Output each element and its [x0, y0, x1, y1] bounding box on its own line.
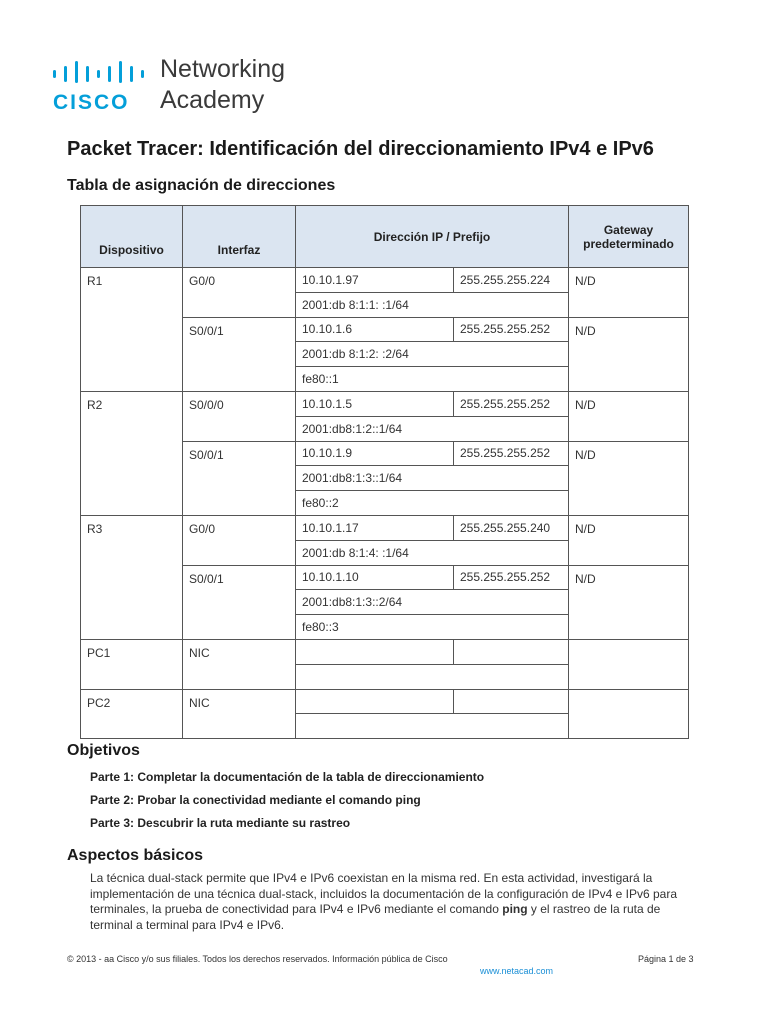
cell-link-local-address: fe80::1 [296, 367, 569, 392]
cell-subnet-mask [454, 689, 569, 714]
cell-ipv4-address: 10.10.1.10 [296, 565, 454, 590]
cell-ipv4-address: 10.10.1.17 [296, 515, 454, 540]
cell-gateway: N/D [569, 391, 689, 441]
cell-ipv6-address: 2001:db 8:1:2: :2/64 [296, 342, 569, 367]
footer-copyright: © 2013 - aa Cisco y/o sus filiales. Todos los derechos reservados. Información pública de Cisco [67, 954, 448, 964]
cell-subnet-mask: 255.255.255.240 [454, 515, 569, 540]
footer-link[interactable]: www.netacad.com [480, 966, 554, 976]
background-text-bold: ping [502, 902, 528, 916]
cell-subnet-mask: 255.255.255.252 [454, 441, 569, 466]
cell-gateway: N/D [569, 441, 689, 515]
cell-device: R3 [81, 515, 183, 639]
table-row [81, 639, 689, 664]
objectives-heading: Objetivos [67, 742, 140, 759]
cell-ipv6-address: 2001:db8:1:3::1/64 [296, 466, 569, 491]
objective-item: Parte 1: Completar la documentación de la tabla de direccionamiento [90, 770, 485, 784]
cell-device: PC1 [81, 639, 183, 689]
cell-interface: S0/0/1 [183, 565, 296, 639]
objective-item: Parte 3: Descubrir la ruta mediante su rastreo [90, 816, 351, 830]
addressing-table [80, 205, 689, 739]
background-text-after: y el rastreo de la ruta de terminal a terminal para IPv4 e IPv6. [90, 902, 661, 932]
cell-interface: NIC [183, 639, 296, 689]
cell-ipv6-address [296, 714, 569, 739]
header-device: Dispositivo [81, 206, 183, 268]
cell-subnet-mask: 255.255.255.252 [454, 317, 569, 342]
cisco-networking-academy-logo [53, 57, 313, 117]
header-gateway-line2: predeterminado [583, 236, 674, 251]
cell-subnet-mask [454, 639, 569, 664]
cell-ipv6-address: 2001:db 8:1:4: :1/64 [296, 540, 569, 565]
section-heading-addressing-table: Tabla de asignación de direcciones [67, 177, 336, 194]
cell-ipv6-address: 2001:db8:1:3::2/64 [296, 590, 569, 615]
table-row [81, 391, 689, 416]
header-interface: Interfaz [183, 206, 296, 268]
cell-subnet-mask: 255.255.255.252 [454, 565, 569, 590]
header-gateway [569, 206, 689, 268]
cell-subnet-mask: 255.255.255.252 [454, 391, 569, 416]
cell-ipv4-address [296, 689, 454, 714]
cell-ipv6-address [296, 664, 569, 689]
header-gateway-line1: Gateway [603, 222, 654, 237]
cell-gateway [569, 639, 689, 689]
cell-ipv4-address: 10.10.1.6 [296, 317, 454, 342]
cell-device: PC2 [81, 689, 183, 739]
cell-link-local-address: fe80::2 [296, 491, 569, 516]
cisco-wordmark: CISCO [53, 91, 130, 114]
cell-ipv4-address: 10.10.1.9 [296, 441, 454, 466]
table-row [81, 515, 689, 540]
document-title: Packet Tracer: Identificación del direccionamiento IPv4 e IPv6 [67, 138, 654, 160]
cell-gateway: N/D [569, 565, 689, 639]
cell-ipv6-address: 2001:db8:1:2::1/64 [296, 416, 569, 441]
cell-interface: S0/0/1 [183, 441, 296, 515]
logo-academy-text: Academy [160, 86, 265, 114]
background-paragraph [90, 871, 702, 933]
cell-link-local-address: fe80::3 [296, 615, 569, 640]
footer-page-number: Página 1 de 3 [638, 954, 694, 964]
cell-ipv4-address: 10.10.1.97 [296, 268, 454, 293]
cell-gateway [569, 689, 689, 739]
header-ip-prefix: Dirección IP / Prefijo [296, 206, 569, 268]
background-heading: Aspectos básicos [67, 847, 204, 864]
objective-item: Parte 2: Probar la conectividad mediante el comando ping [90, 793, 421, 807]
cell-interface: G0/0 [183, 268, 296, 318]
background-text-before: La técnica dual-stack permite que IPv4 e IPv6 coexistan en la misma red. En esta actividad, investigará la implementación de una técnica dual-stack, incluidos la documentación de la configuración de IPv4 e IPv6 para terminales, la prueba de conectividad para IPv4 e IPv6 mediante el comando [90, 871, 678, 916]
cell-device: R2 [81, 391, 183, 515]
cell-interface: S0/0/0 [183, 391, 296, 441]
cell-ipv6-address: 2001:db 8:1:1: :1/64 [296, 292, 569, 317]
table-row [81, 268, 689, 293]
cell-ipv4-address [296, 639, 454, 664]
cell-ipv4-address: 10.10.1.5 [296, 391, 454, 416]
table-header-row [81, 206, 689, 268]
cell-interface: NIC [183, 689, 296, 739]
cell-subnet-mask: 255.255.255.224 [454, 268, 569, 293]
logo-networking-text: Networking [160, 55, 286, 83]
cell-gateway: N/D [569, 515, 689, 565]
cell-gateway: N/D [569, 317, 689, 391]
cell-interface: S0/0/1 [183, 317, 296, 391]
cell-gateway: N/D [569, 268, 689, 318]
table-body [81, 268, 689, 739]
cell-interface: G0/0 [183, 515, 296, 565]
cell-device: R1 [81, 268, 183, 392]
table-row [81, 689, 689, 714]
cisco-bars-icon [53, 61, 149, 83]
